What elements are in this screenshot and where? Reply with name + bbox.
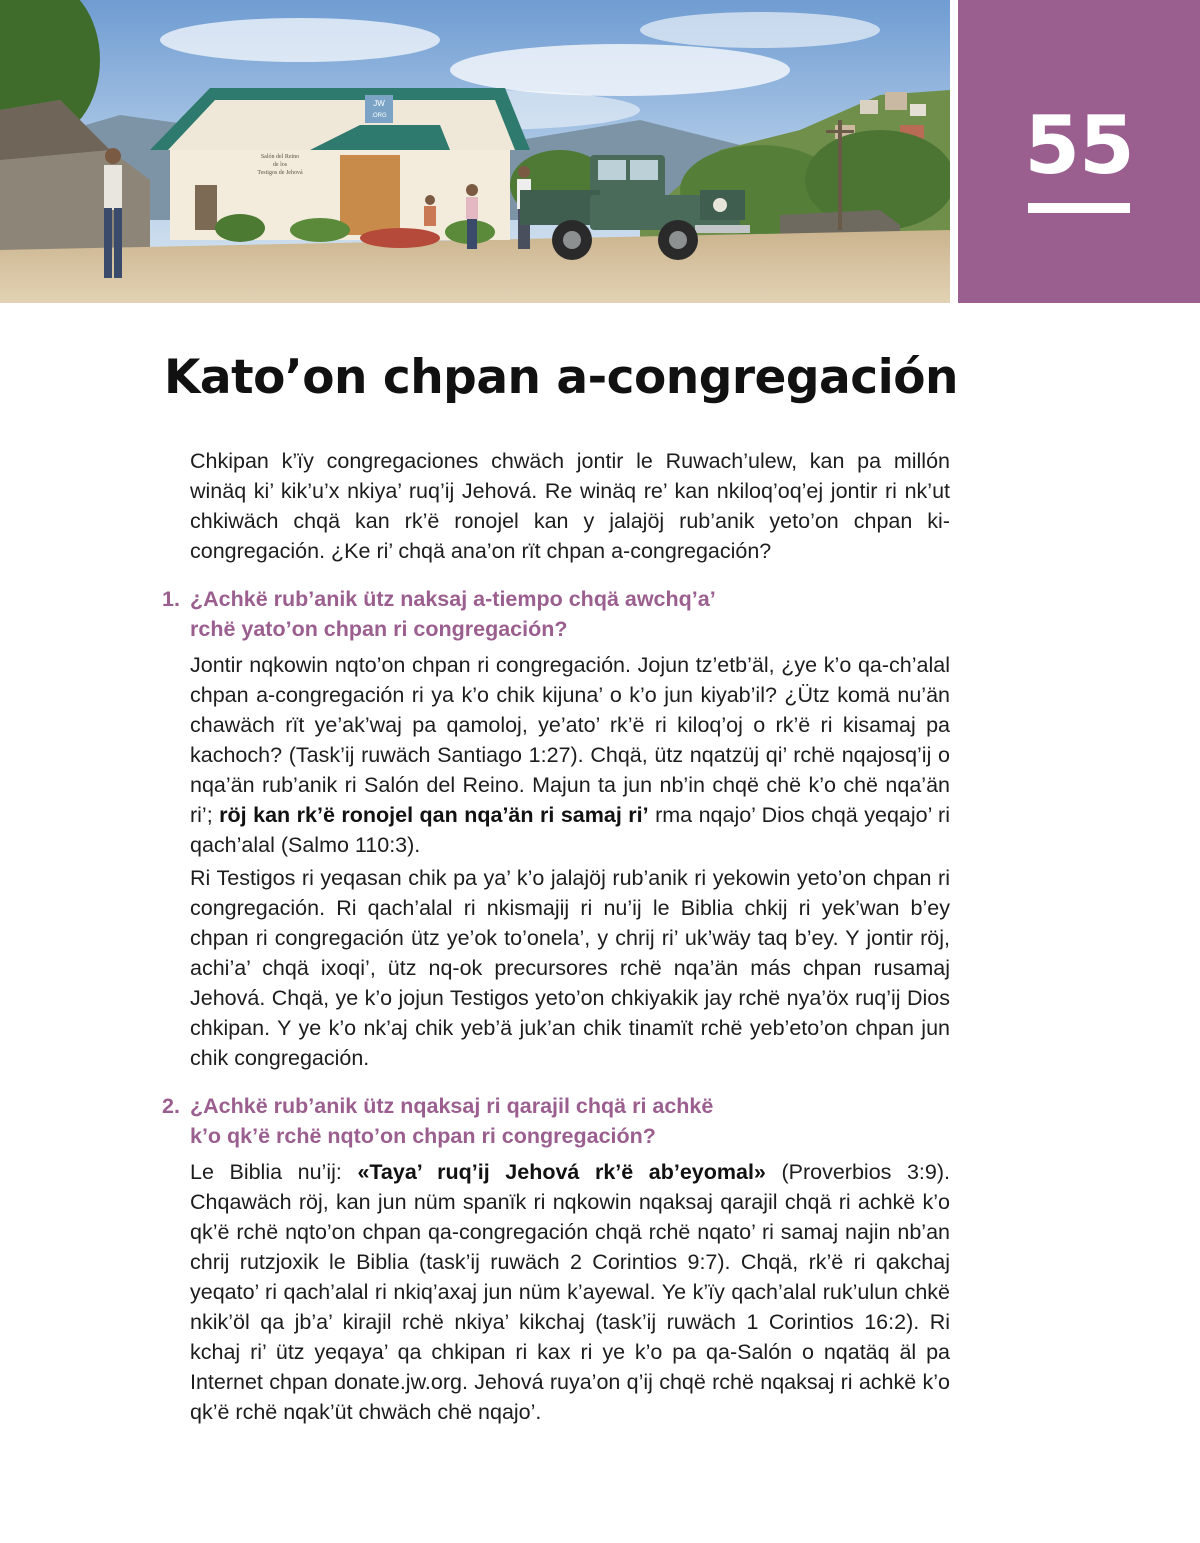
question-2-line-1: ¿Achkë rub’anik ütz nqaksaj ri qarajil chqä ri achkë bbox=[190, 1094, 714, 1118]
section-2-paragraph-1 bbox=[190, 1157, 950, 1427]
hero-logo-text-2: .ORG bbox=[371, 113, 387, 119]
section-2-p1-text-2: (Proverbios 3:9). Chqawäch röj, kan jun nüm spanïk ri nqkowin nqaksaj qarajil chqä ri achkë k’o qk’ë rchë nqto’on chpan qa-congregación chqä rchë nqato’ ri samaj najin nb’an chrij rutzjoxik le Biblia (task’ij ruwäch 2 Corintios 9:7). Chqä, rk’ë ri qakchaj yeqato’ ri qach’alal ri nkiq’axaj jun nüm k’ayewal. Ye k’ïy qach’alal ruk’ulun chkë nkik’öl qa jb’a’ kirajil rchë nkiya’ kikchaj (task’ij ruwäch 1 Corintios 16:2). Ri kchaj ri’ ütz yeqaya’ qa chkipan ri kax ri ye k’o pa qa-Salón o nqatäq äl pa Internet chpan donate.jw.org. Jehová ruya’on q’ij chqë rchë nqaksaj ri achkë k’o qk’ë rchë nqak’üt chwäch chë nqajo’. bbox=[190, 1160, 950, 1424]
section-2-p1-bold: «Taya’ ruq’ij Jehová rk’ë ab’eyomal» bbox=[357, 1160, 766, 1184]
hero-sign-line-3: Testigos de Jehová bbox=[257, 170, 303, 176]
hero-logo-text-1: JW bbox=[373, 99, 385, 108]
question-2-number: 2. bbox=[162, 1094, 180, 1118]
intro-paragraph: Chkipan k’ïy congregaciones chwäch jontir le Ruwach’ulew, kan pa millón winäq ki’ kik’u’x nkiya’ ruq’ij Jehová. Re winäq re’ kan nkiloq’oq’ej jontir ri nk’ut chkiwäch chqä kan rk’ë ronojel kan y jalajöj rub’anik yeto’on chpan ki-congregación. ¿Ke ri’ chqä ana’on rït chpan a-congregación? bbox=[190, 449, 950, 563]
section-1-p1-text-1: Jontir nqkowin nqto’on chpan ri congregación. Jojun tz’etb’äl, ¿ye k’o qa-ch’alal chpan a-congregación ri ya k’o chik kijuna’ o k’o jun kiyab’il? ¿Ütz komä nu’än chawäch rït ye’ak’waj pa qamoloj, ye’ato’ rk’ë ri kiloq’oj o rk’ë ri kisamaj pa kachoch? (Task’ij ruwäch Santiago 1:27). Chqä, ütz nqatzüj qi’ rchë nqajosq’ij o nqa’än rub’anik ri Salón del Reino. Majun ta jun nb’in chqë chë k’o chë nqa’än ri’; bbox=[190, 653, 950, 827]
hero-sign-line-2: de los bbox=[272, 162, 288, 168]
kingdom-hall-illustration bbox=[0, 0, 950, 303]
section-1-p1-bold: röj kan rk’ë ronojel qan nqa’än ri samaj ri’ bbox=[219, 803, 649, 827]
section-2-p1-text-1: Le Biblia nu’ij: bbox=[190, 1160, 358, 1184]
section-1-p1-text-2: rma nqajo’ Dios chqä yeqajo’ ri qach’alal (Salmo 110:3). bbox=[190, 803, 950, 857]
question-2-line-2: k’o qk’ë rchë nqto’on chpan ri congregación? bbox=[190, 1124, 656, 1148]
lesson-number-underline bbox=[1028, 203, 1130, 213]
hero-image bbox=[0, 0, 950, 303]
question-2-heading bbox=[162, 1091, 922, 1151]
section-1-paragraph-2: Ri Testigos ri yeqasan chik pa ya’ k’o jalajöj rub’anik ri yekowin yeto’on chpan ri congregación. Ri qach’alal ri nkismajij ri nu’ij le Biblia chkij ri yek’wan b’ey chpan ri congregación ütz ye’ok to’onela’, y chrij ri’ uk’wäy taq b’ey. Y jontir röj, achi’a’ chqä ixoqi’, ütz nq-ok precursores rchë nqa’än más chpan rusamaj Jehová. Chqä, ye k’o jojun Testigos yeto’on chkiyakik jay rchë nya’öx ruq’ij Dios chkipan. Y ye k’o nk’aj chik yeb’ä juk’an chik tinamït rchë yeb’eto’on chpan jun chik congregación. bbox=[190, 866, 950, 1070]
section-1-paragraph-1 bbox=[190, 650, 950, 860]
lesson-number: 55 bbox=[1024, 99, 1134, 192]
question-1-number: 1. bbox=[162, 587, 180, 611]
page-title: Kato’on chpan a-congregación bbox=[164, 350, 958, 405]
question-1-line-1: ¿Achkë rub’anik ütz naksaj a-tiempo chqä awchq’a’ bbox=[190, 587, 716, 611]
lesson-number-box bbox=[958, 0, 1200, 303]
question-1-line-2: rchë yato’on chpan ri congregación? bbox=[190, 617, 568, 641]
hero-sign-line-1: Salón del Reino bbox=[260, 154, 300, 160]
question-1-heading bbox=[162, 584, 922, 644]
